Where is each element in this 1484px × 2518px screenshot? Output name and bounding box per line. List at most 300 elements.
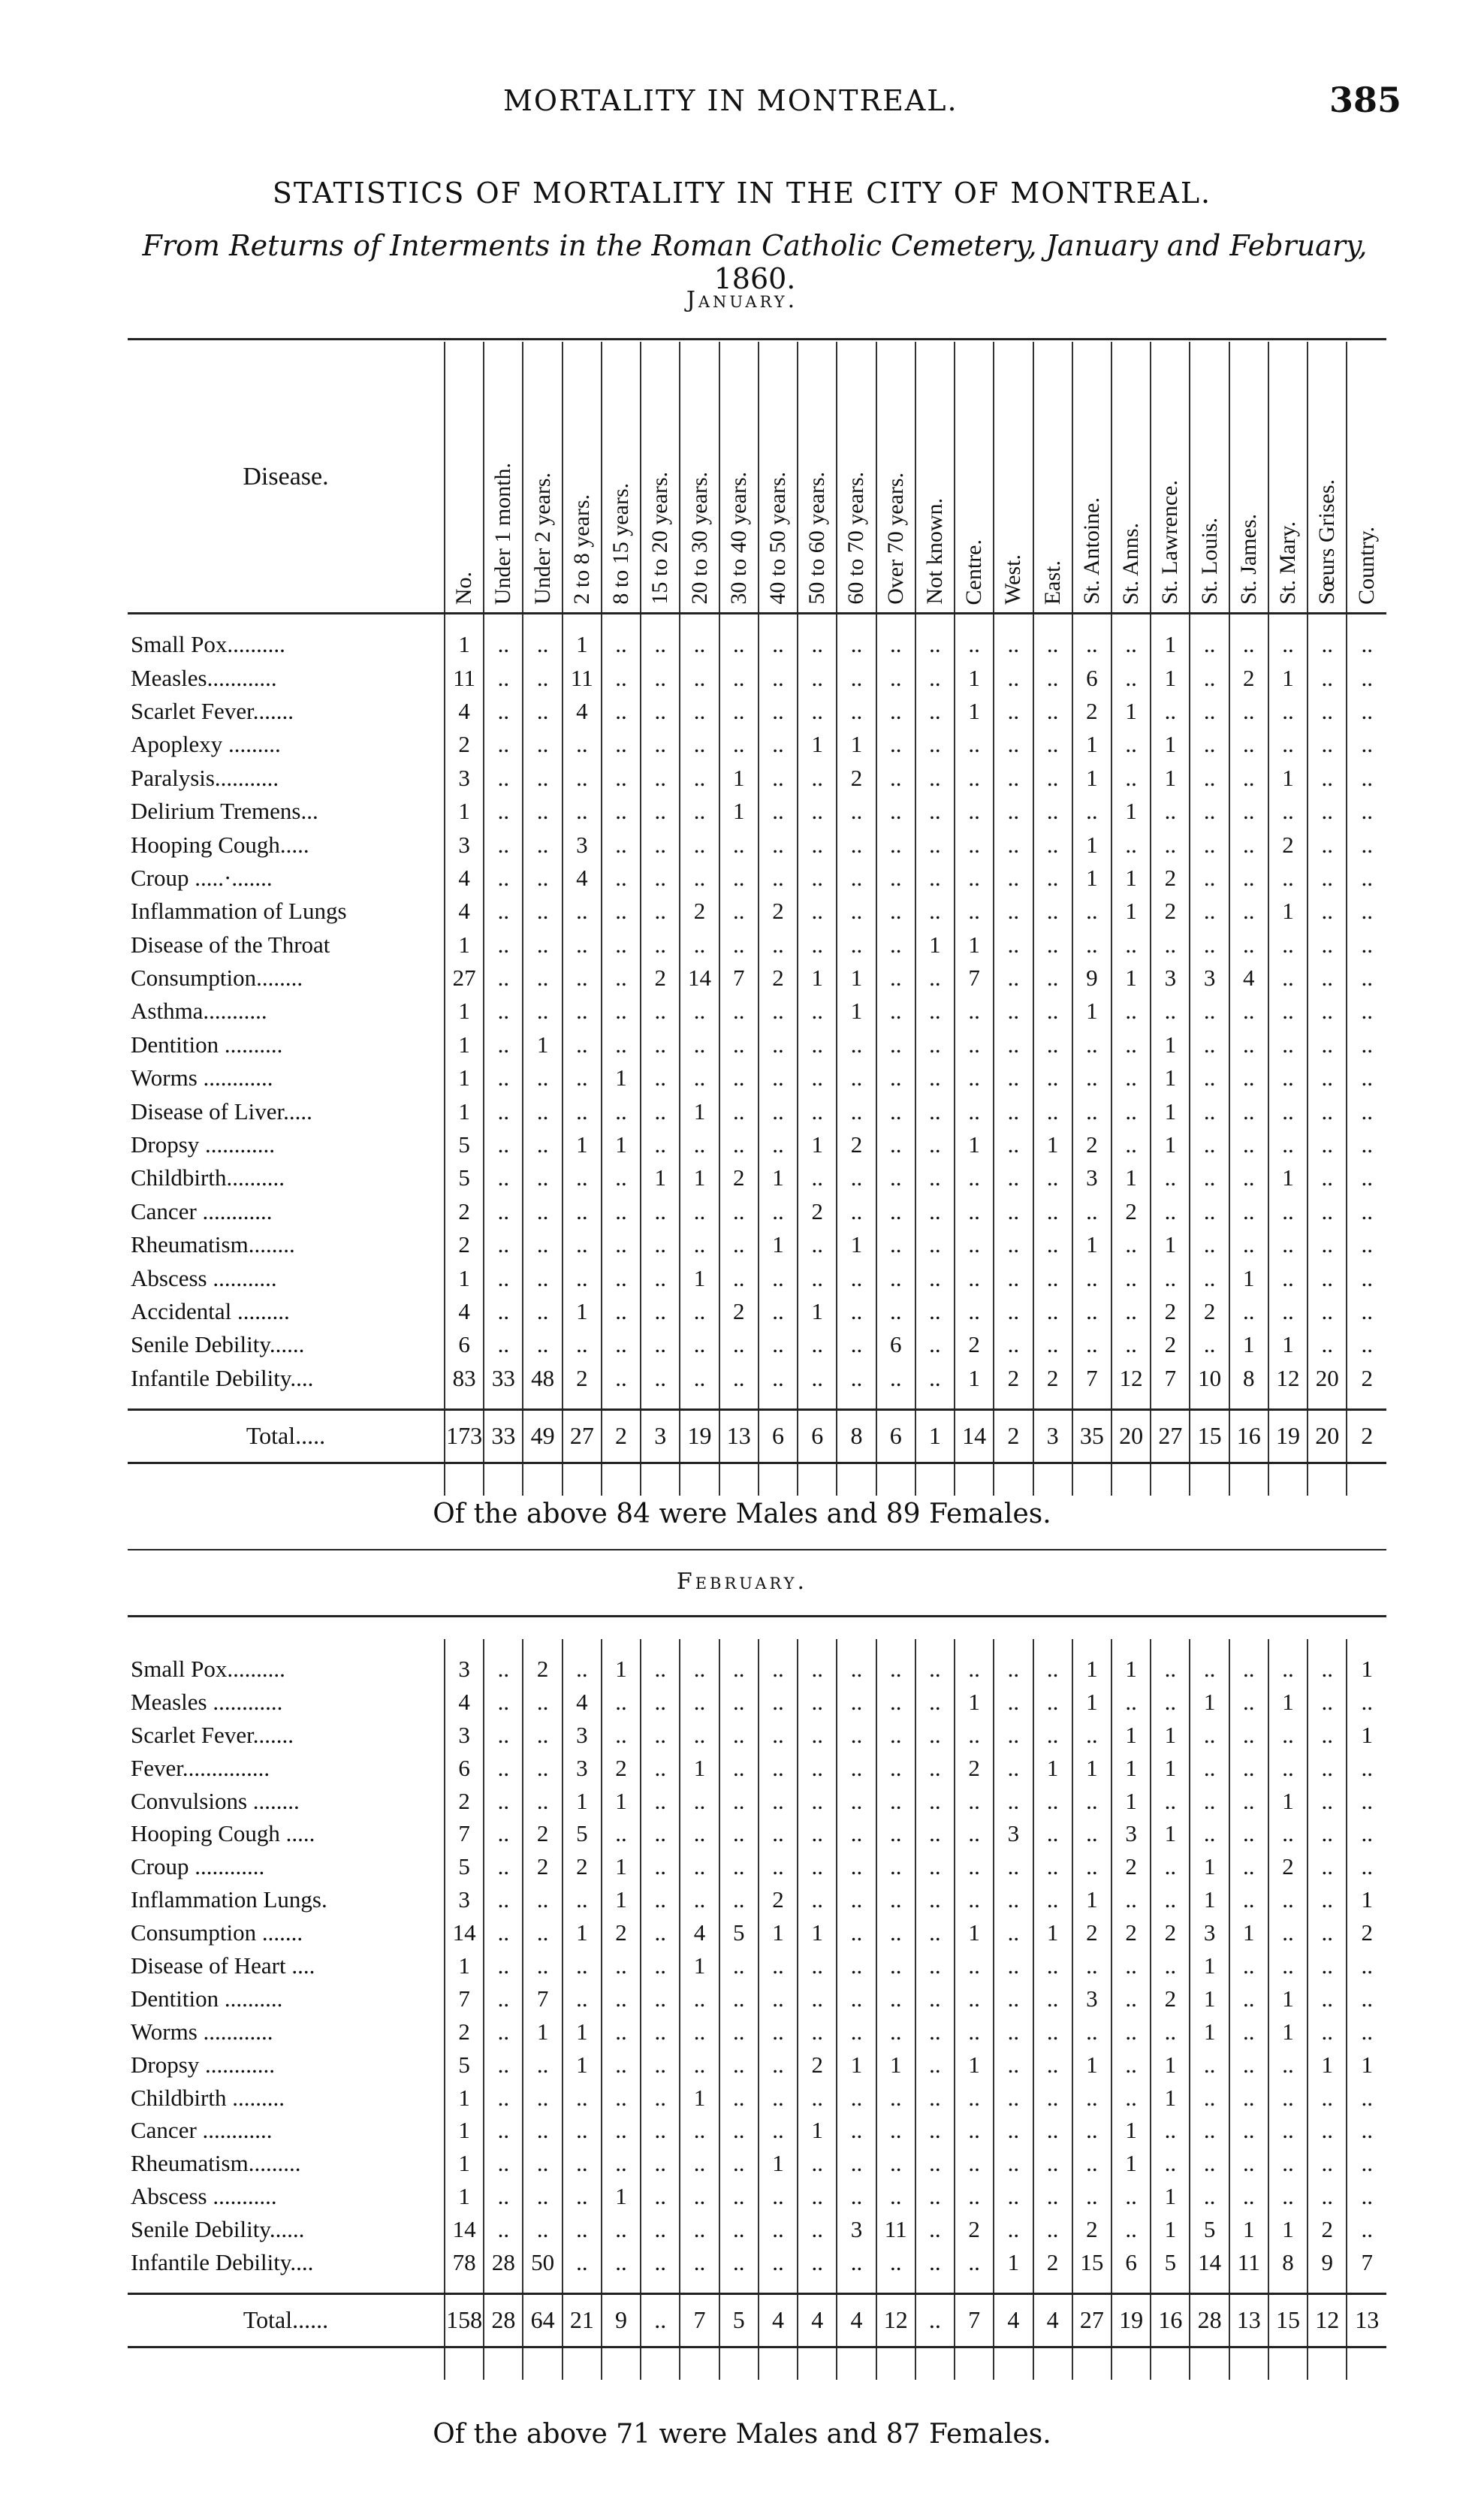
table-cell: .. [759, 695, 798, 728]
table-cell: 1 [1151, 1128, 1190, 1161]
table-cell: 1 [759, 1916, 798, 1949]
tail-cell [759, 1463, 798, 1496]
tail-cell [128, 2347, 445, 2380]
disease-name: Fever............... [131, 1754, 270, 1781]
table-cell: .. [602, 1362, 641, 1395]
table-cell: .. [759, 661, 798, 694]
table-cell: .. [563, 895, 602, 928]
table-cell: .. [1268, 1028, 1308, 1061]
table-cell: .. [1033, 795, 1072, 828]
table-cell: .. [641, 2213, 680, 2246]
table-cell: .. [641, 1028, 680, 1061]
table-cell: .. [1268, 1261, 1308, 1294]
table-cell: .. [915, 962, 955, 995]
table-cell: .. [1308, 1949, 1347, 1982]
tail-cell [563, 1463, 602, 1496]
table-cell: .. [1308, 1028, 1347, 1061]
spacer-cell [602, 2279, 641, 2294]
table-cell: .. [719, 2213, 759, 2246]
table-cell: .. [994, 1094, 1033, 1128]
table-cell: .. [641, 661, 680, 694]
tail-cell [1033, 1463, 1072, 1496]
table-cell: .. [994, 1228, 1033, 1261]
column-header [837, 342, 876, 614]
table-cell: .. [602, 962, 641, 995]
table-cell: 7 [445, 1982, 484, 2015]
table-cell: 2 [955, 1328, 994, 1361]
table-cell: .. [1229, 795, 1268, 828]
table-cell: .. [1229, 2147, 1268, 2180]
column-header [798, 342, 837, 614]
table-cell: .. [759, 1686, 798, 1719]
table-cell: .. [680, 1128, 719, 1161]
column-header [641, 342, 680, 614]
table-cell: .. [1190, 1161, 1229, 1194]
table-cell: .. [994, 628, 1033, 661]
table-cell: .. [602, 2015, 641, 2049]
table-cell: .. [484, 1028, 523, 1061]
table-cell: 1 [680, 1161, 719, 1194]
table-cell: 1 [680, 1949, 719, 1982]
table-cell: .. [719, 2180, 759, 2213]
table-cell: .. [915, 2015, 955, 2049]
table-cell: 2 [1229, 661, 1268, 694]
total-cell: 4 [798, 2293, 837, 2347]
table-cell: .. [719, 1719, 759, 1752]
table-cell: .. [563, 1883, 602, 1916]
total-cell: 6 [798, 1409, 837, 1463]
spacer-cell [955, 2279, 994, 2294]
table-cell: .. [1111, 762, 1151, 795]
table-cell: .. [1111, 1061, 1151, 1094]
table-cell: 1 [602, 1653, 641, 1686]
spacer-cell [1033, 1639, 1072, 1653]
table-cell: .. [915, 1883, 955, 1916]
table-cell: .. [719, 1817, 759, 1850]
table-cell: .. [719, 1195, 759, 1228]
table-cell: .. [1229, 2180, 1268, 2213]
disease-name: Worms ............ [131, 2018, 273, 2045]
table-cell: .. [1111, 1228, 1151, 1261]
table-cell: 1 [1111, 862, 1151, 895]
table-cell: .. [484, 1850, 523, 1883]
spacer-cell [1033, 1395, 1072, 1410]
table-cell: 3 [994, 1817, 1033, 1850]
table-cell: .. [523, 1916, 562, 1949]
table-cell: .. [915, 1916, 955, 1949]
disease-name: Croup ............ [131, 1853, 265, 1880]
table-cell: 2 [445, 1195, 484, 1228]
table-cell: .. [719, 2082, 759, 2115]
table-cell: .. [915, 1982, 955, 2015]
table-cell: .. [955, 2147, 994, 2180]
table-cell: .. [1308, 1653, 1347, 1686]
table-cell: .. [484, 1719, 523, 1752]
table-cell: 1 [1151, 1817, 1190, 1850]
table-cell: 1 [1190, 1686, 1229, 1719]
table-cell: 1 [1347, 2049, 1386, 2082]
disease-name: Measles............ [131, 664, 277, 691]
tail-cell [602, 1463, 641, 1496]
table-cell: .. [1033, 928, 1072, 962]
table-cell: .. [1347, 1061, 1386, 1094]
spacer-cell [719, 1395, 759, 1410]
table-row [128, 1686, 1386, 1719]
table-cell: .. [719, 1785, 759, 1818]
table-cell: 14 [445, 1916, 484, 1949]
table-cell: .. [915, 1362, 955, 1395]
table-cell: .. [955, 1817, 994, 1850]
table-cell: .. [1308, 2180, 1347, 2213]
tail-cell [1347, 2347, 1386, 2380]
table-cell: 1 [1151, 1028, 1190, 1061]
table-cell: 2 [798, 1195, 837, 1228]
table-cell: .. [1190, 895, 1229, 928]
table-cell: .. [641, 1061, 680, 1094]
table-cell: .. [876, 1817, 915, 1850]
table-cell: 1 [1033, 1916, 1072, 1949]
table-cell: .. [563, 728, 602, 761]
table-cell: .. [955, 1261, 994, 1294]
table-cell: .. [1229, 1719, 1268, 1752]
spacer-cell [563, 1639, 602, 1653]
table-cell: 2 [1190, 1295, 1229, 1328]
table-cell: .. [484, 1061, 523, 1094]
table-cell: .. [719, 1261, 759, 1294]
table-cell: .. [1151, 1261, 1190, 1294]
table-cell: .. [994, 1982, 1033, 2015]
table-row [128, 795, 1386, 828]
table-cell: 1 [680, 2082, 719, 2115]
table-cell: .. [563, 1328, 602, 1361]
table-cell: .. [994, 828, 1033, 861]
table-cell: .. [759, 1850, 798, 1883]
total-cell: 6 [876, 1409, 915, 1463]
table-cell: .. [837, 828, 876, 861]
table-cell: 7 [719, 962, 759, 995]
table-cell: 1 [1033, 1128, 1072, 1161]
disease-name: Croup .....·....... [131, 864, 273, 891]
table-cell: .. [1308, 1094, 1347, 1128]
table-row [128, 1061, 1386, 1094]
table-cell: 1 [602, 1850, 641, 1883]
table-cell: .. [915, 2180, 955, 2213]
table-cell: .. [1308, 1061, 1347, 1094]
table-cell: .. [719, 1228, 759, 1261]
spacer-cell [523, 1639, 562, 1653]
table-cell: .. [876, 928, 915, 962]
table-cell: .. [1151, 1785, 1190, 1818]
table-cell: .. [523, 1883, 562, 1916]
table-cell: .. [484, 1752, 523, 1785]
spacer-cell [1151, 2279, 1190, 2294]
table-cell: .. [602, 661, 641, 694]
table-cell: .. [994, 1653, 1033, 1686]
table-cell: .. [1347, 2147, 1386, 2180]
table-cell: .. [876, 1850, 915, 1883]
table-cell: .. [1268, 1195, 1308, 1228]
table-cell: 4 [680, 1916, 719, 1949]
total-cell: 21 [563, 2293, 602, 2347]
table-cell: 1 [445, 2082, 484, 2115]
spacer-cell [798, 1639, 837, 1653]
table-cell: .. [1072, 2114, 1111, 2147]
table-cell: .. [602, 1195, 641, 1228]
table-cell: 1 [445, 2114, 484, 2147]
disease-name: Hooping Cough ..... [131, 1820, 315, 1847]
spacer-cell [128, 1395, 445, 1410]
table-cell: .. [798, 2015, 837, 2049]
table-cell: .. [955, 1785, 994, 1818]
table-cell: .. [484, 628, 523, 661]
spacer-cell [1268, 2279, 1308, 2294]
table-row [128, 1982, 1386, 2015]
disease-name: Infantile Debility.... [131, 2248, 314, 2275]
table-cell: .. [484, 962, 523, 995]
tail-cell [1190, 2347, 1229, 2380]
table-cell: .. [1190, 995, 1229, 1028]
tail-cell [484, 1463, 523, 1496]
table-cell: 14 [680, 962, 719, 995]
table-cell: .. [1111, 628, 1151, 661]
tail-cell [563, 2347, 602, 2380]
table-cell: 2 [1268, 1850, 1308, 1883]
table-cell: .. [759, 1328, 798, 1361]
table-cell: 1 [1268, 1161, 1308, 1194]
table-cell: 1 [1111, 1785, 1151, 1818]
table-cell: .. [641, 1850, 680, 1883]
table-cell: .. [1268, 1653, 1308, 1686]
table-cell: 2 [1151, 1916, 1190, 1949]
disease-name: Measles ............ [131, 1688, 283, 1715]
table-cell: .. [484, 2114, 523, 2147]
spacer-cell [641, 1395, 680, 1410]
table-cell: .. [876, 2015, 915, 2049]
column-header-label: Centre. [961, 539, 987, 605]
table-cell: .. [1072, 928, 1111, 962]
spacer-cell [1151, 1639, 1190, 1653]
table-cell: .. [1072, 1850, 1111, 1883]
table-cell: .. [994, 895, 1033, 928]
table-cell: .. [876, 661, 915, 694]
table-cell: .. [602, 2246, 641, 2279]
table-cell: .. [1308, 1785, 1347, 1818]
table-cell: .. [602, 795, 641, 828]
table-row [128, 1785, 1386, 1818]
table-cell: .. [484, 862, 523, 895]
february-note: Of the above 71 were Males and 87 Females. [433, 2419, 1051, 2450]
table-cell: .. [1229, 2015, 1268, 2049]
table-cell: .. [1268, 2180, 1308, 2213]
table-cell: .. [563, 1228, 602, 1261]
spacer-cell [680, 1395, 719, 1410]
table-row [128, 1850, 1386, 1883]
table-cell: .. [1072, 2180, 1111, 2213]
table-row [128, 728, 1386, 761]
table-cell: .. [994, 1261, 1033, 1294]
table-cell: .. [680, 2180, 719, 2213]
spacer-cell [1268, 614, 1308, 629]
table-cell: .. [837, 1686, 876, 1719]
table-cell: .. [1072, 795, 1111, 828]
column-header [955, 342, 994, 614]
table-cell: .. [759, 1982, 798, 2015]
column-header-label: St. Lawrence. [1157, 480, 1183, 605]
column-header [680, 342, 719, 614]
table-cell: .. [641, 2049, 680, 2082]
spacer-cell [915, 2279, 955, 2294]
table-cell: .. [1151, 2114, 1190, 2147]
spacer-row [128, 1395, 1386, 1410]
table-row [128, 928, 1386, 962]
table-cell: 1 [798, 1295, 837, 1328]
table-cell: .. [1190, 2147, 1229, 2180]
table-cell: 10 [1190, 1362, 1229, 1395]
table-cell: .. [955, 1883, 994, 1916]
table-cell: .. [876, 695, 915, 728]
disease-name: Worms ............ [131, 1064, 273, 1091]
column-header-label: St. Louis. [1196, 518, 1222, 605]
table-cell: .. [798, 2213, 837, 2246]
table-cell: 1 [1268, 1686, 1308, 1719]
table-cell: .. [876, 2114, 915, 2147]
table-cell: .. [837, 2147, 876, 2180]
disease-name: Cancer ............ [131, 2117, 273, 2144]
table-cell: .. [1111, 1328, 1151, 1361]
table-cell: 2 [759, 962, 798, 995]
spacer-cell [445, 2279, 484, 2294]
table-cell: .. [641, 1295, 680, 1328]
table-cell: .. [915, 828, 955, 861]
table-cell: .. [680, 1982, 719, 2015]
table-row [128, 695, 1386, 728]
table-cell: .. [523, 928, 562, 962]
table-cell: 1 [445, 2180, 484, 2213]
table-cell: .. [759, 2213, 798, 2246]
spacer-cell [915, 614, 955, 629]
table-cell: 5 [445, 1161, 484, 1194]
column-header [1033, 342, 1072, 614]
table-cell: .. [680, 628, 719, 661]
table-cell: .. [759, 628, 798, 661]
table-cell: .. [1229, 695, 1268, 728]
table-cell: .. [1308, 1686, 1347, 1719]
spacer-cell [128, 2279, 445, 2294]
column-header-label: St. James. [1235, 514, 1261, 605]
table-cell: .. [484, 2147, 523, 2180]
table-cell: 1 [1190, 1850, 1229, 1883]
table-cell: 2 [1308, 2213, 1347, 2246]
table-cell: .. [1033, 1295, 1072, 1328]
disease-name: Rheumatism......... [131, 2150, 301, 2177]
table-cell: .. [915, 1161, 955, 1194]
table-cell: .. [1190, 1785, 1229, 1818]
table-cell: .. [759, 1752, 798, 1785]
table-cell: 2 [602, 1752, 641, 1785]
table-cell: .. [798, 895, 837, 928]
table-cell: 11 [1229, 2246, 1268, 2279]
table-cell: .. [837, 2114, 876, 2147]
table-cell: .. [563, 1949, 602, 1982]
table-cell: 3 [445, 828, 484, 861]
table-cell: .. [1308, 2082, 1347, 2115]
table-cell: .. [641, 1752, 680, 1785]
table-row [128, 1295, 1386, 1328]
spacer-cell [523, 1395, 562, 1410]
table-row [128, 2049, 1386, 2082]
table-cell: .. [955, 762, 994, 795]
table-cell: .. [1347, 762, 1386, 795]
table-cell: 78 [445, 2246, 484, 2279]
table-cell: .. [876, 1128, 915, 1161]
table-cell: .. [523, 2049, 562, 2082]
table-cell: .. [994, 862, 1033, 895]
table-cell: .. [876, 728, 915, 761]
table-cell: .. [1347, 862, 1386, 895]
table-cell: .. [798, 795, 837, 828]
tail-cell [1308, 2347, 1347, 2380]
table-cell: .. [955, 895, 994, 928]
table-cell: .. [955, 1653, 994, 1686]
table-cell: .. [837, 862, 876, 895]
tail-cell [955, 2347, 994, 2380]
table-cell: .. [641, 1261, 680, 1294]
table-cell: .. [1033, 828, 1072, 861]
table-cell: 1 [445, 928, 484, 962]
table-cell: 1 [759, 1228, 798, 1261]
table-cell: 7 [955, 962, 994, 995]
table-cell: .. [1190, 1261, 1229, 1294]
table-cell: .. [484, 1883, 523, 1916]
table-cell: .. [1033, 1228, 1072, 1261]
table-cell: .. [915, 1261, 955, 1294]
table-cell: .. [1229, 1161, 1268, 1194]
table-cell: .. [1229, 1686, 1268, 1719]
table-cell: 5 [1151, 2246, 1190, 2279]
total-cell: 49 [523, 1409, 562, 1463]
table-cell: .. [1111, 1094, 1151, 1128]
table-cell: .. [1111, 995, 1151, 1028]
tail-cell [719, 2347, 759, 2380]
table-cell: .. [994, 1719, 1033, 1752]
table-cell: .. [837, 1094, 876, 1128]
table-cell: .. [1308, 628, 1347, 661]
table-cell: .. [1190, 1653, 1229, 1686]
table-cell: 1 [1151, 2049, 1190, 2082]
table-cell: .. [1268, 1295, 1308, 1328]
table-cell: .. [1033, 762, 1072, 795]
table-cell: .. [1308, 2114, 1347, 2147]
spacer-cell [1229, 1395, 1268, 1410]
table-cell: .. [955, 1719, 994, 1752]
table-cell: 1 [1268, 2213, 1308, 2246]
table-cell: 6 [1072, 661, 1111, 694]
table-cell: .. [915, 1653, 955, 1686]
table-cell: .. [641, 1328, 680, 1361]
total-row [128, 2293, 1386, 2347]
table-cell: .. [1347, 2114, 1386, 2147]
spacer-cell [602, 1639, 641, 1653]
table-cell: .. [484, 2180, 523, 2213]
table-cell: .. [994, 962, 1033, 995]
table-cell: .. [602, 2049, 641, 2082]
table-cell: .. [994, 1128, 1033, 1161]
table-row [128, 962, 1386, 995]
table-cell: .. [719, 2147, 759, 2180]
table-cell: .. [876, 1195, 915, 1228]
table-cell: .. [1229, 628, 1268, 661]
table-cell: 4 [445, 1295, 484, 1328]
